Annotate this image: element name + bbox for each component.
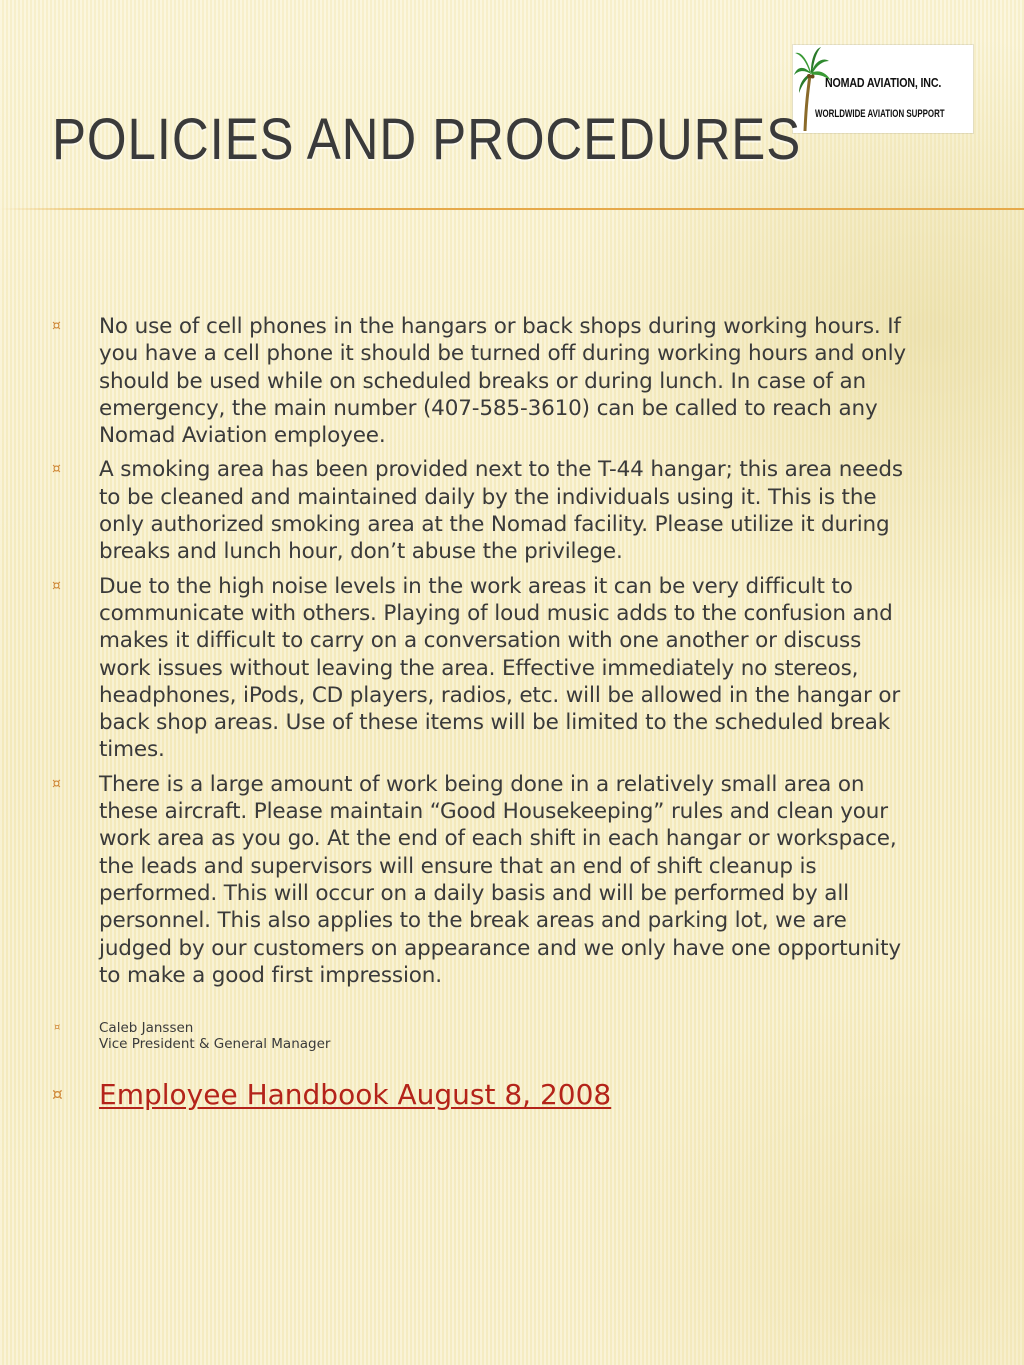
signature-block xyxy=(50,1020,910,1052)
bullet-icon: ¤ xyxy=(52,1085,63,1106)
handbook-item xyxy=(50,1077,910,1113)
bullet-icon: ¤ xyxy=(52,318,61,334)
policy-smoking-area-text: A smoking area has been provided next to the T-44 hangar; this area needs to be cleaned and maintained daily by the individuals using it. This is the only authorized smoking area at the Nomad facility. Please utilize it during breaks and lunch hour, don’t abuse the privilege. xyxy=(99,457,903,565)
bullet-icon: ¤ xyxy=(52,577,61,594)
policy-noise-text: Due to the high noise levels in the work areas it can be very difficult to communicate with others. Playing of loud music adds to the confusion and makes it difficult to carry on a conversation with one another or discuss work issues without leaving the area. Effective immediately no stereos, headphones, iPods, CD players, radios, etc. will be allowed in the hangar or back shop areas. Use of these items will be limited to the scheduled break times. xyxy=(99,573,901,763)
policy-cell-phones-text: No use of cell phones in the hangars or back shops during working hours. If you have a cell phone it should be turned off during working hours and only should be used while on scheduled breaks or during lunch. In case of an emergency, the main number (407-585-3610) can be called to reach any Nomad Aviation employee. xyxy=(99,314,906,449)
list-item xyxy=(50,771,910,989)
signature-role: Vice President & General Manager xyxy=(99,1036,331,1053)
list-item xyxy=(50,313,910,449)
page-title: POLICIES AND PROCEDURES xyxy=(52,107,802,172)
policy-list xyxy=(50,313,910,1113)
logo-tagline: WORLDWIDE AVIATION SUPPORT xyxy=(815,108,945,120)
bullet-icon: ¤ xyxy=(52,775,61,792)
list-item xyxy=(50,573,910,764)
title-divider xyxy=(0,208,1024,210)
bullet-icon: ¤ xyxy=(54,1022,61,1034)
policy-housekeeping-text: There is a large amount of work being done in a relatively small area on these aircraft. Please maintain “Good Housekeeping” rules and clean your work area as you go. At the end of each shift in each hangar or workspace, the leads and supervisors will ensure that an end of shift cleanup is performed. This will occur on a daily basis and will be performed by all personnel. This also applies to the break areas and parking lot, we are judged by our customers on appearance and we only have one opportunity to make a good first impression. xyxy=(99,771,901,988)
employee-handbook-link[interactable]: Employee Handbook August 8, 2008 xyxy=(99,1078,612,1112)
list-item xyxy=(50,456,910,565)
signature-name: Caleb Janssen xyxy=(99,1020,194,1037)
bullet-icon: ¤ xyxy=(52,461,61,478)
logo-company-name: NOMAD AVIATION, INC. xyxy=(825,75,942,90)
company-logo xyxy=(793,45,973,133)
